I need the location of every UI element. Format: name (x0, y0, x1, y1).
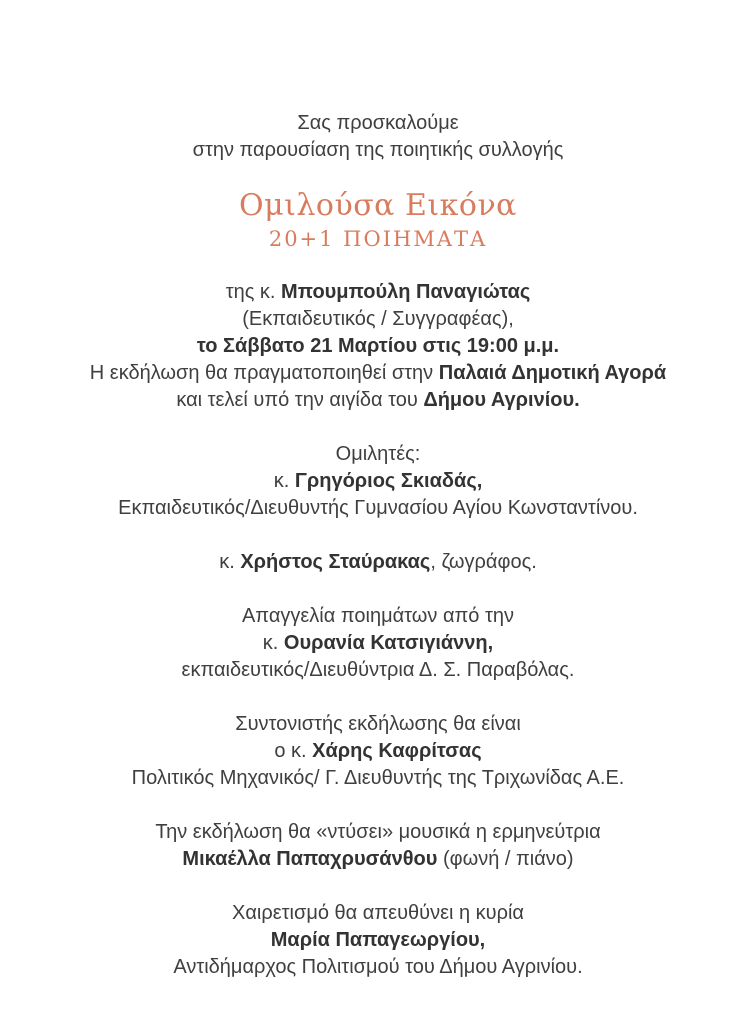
text-line (0, 819, 756, 846)
text-segment: κ. (273, 470, 295, 492)
text-line (0, 306, 756, 333)
text-segment: Χαιρετισμό θα απευθύνει η κυρία (232, 902, 524, 924)
text-segment: ο κ. (274, 740, 313, 762)
text-segment: Πολιτικός Μηχανικός/ Γ. Διευθυντής της Τριχωνίδας Α.Ε. (131, 767, 625, 789)
paragraph (0, 711, 756, 792)
text-line (0, 468, 756, 495)
emphasis-text: Παλαιά Δημοτική Αγορά (438, 362, 667, 384)
text-segment: Την εκδήλωση θα «ντύσει» μουσικά η ερμηνεύτρια (155, 821, 601, 843)
text-line (0, 954, 756, 981)
text-segment: και τελεί υπό την αιγίδα του (176, 389, 424, 411)
text-segment: Συντονιστής εκδήλωσης θα είναι (235, 713, 521, 735)
emphasis-text: Ουρανία Κατσιγιάννη, (283, 632, 494, 654)
text-line (0, 137, 756, 164)
text-line (0, 279, 756, 306)
text-line (0, 360, 756, 387)
text-line (0, 657, 756, 684)
text-line (0, 738, 756, 765)
text-segment: Αντιδήμαρχος Πολιτισμού του Δήμου Αγρινίου. (173, 956, 583, 978)
collection-subtitle: 20+1 ΠΟΙΗΜΑΤΑ (268, 227, 488, 251)
text-line (0, 387, 756, 414)
text-segment: Ομιλητές: (335, 443, 421, 465)
text-line (0, 549, 756, 576)
text-line (0, 441, 756, 468)
text-segment: Σας προσκαλούμε (297, 112, 459, 134)
text-line (0, 846, 756, 873)
emphasis-text: το Σάββατο 21 Μαρτίου στις 19:00 μ.μ. (196, 335, 560, 357)
paragraph (0, 603, 756, 684)
emphasis-text: Γρηγόριος Σκιαδάς, (294, 470, 483, 492)
intro-lines (0, 110, 756, 164)
text-segment: Απαγγελία ποιημάτων από την (241, 605, 515, 627)
paragraph (0, 279, 756, 414)
text-line (0, 765, 756, 792)
text-line (0, 110, 756, 137)
text-segment: κ. (262, 632, 284, 654)
text-line (0, 927, 756, 954)
paragraph (0, 549, 756, 576)
emphasis-text: Μικαέλλα Παπαχρυσάνθου (182, 848, 438, 870)
text-segment: Εκπαιδευτικός/Διευθυντής Γυμνασίου Αγίου Κωνσταντίνου. (118, 497, 638, 519)
text-line (0, 630, 756, 657)
text-segment: της κ. (225, 281, 282, 303)
emphasis-text: Χρήστος Σταύρακας (240, 551, 431, 573)
emphasis-text: Χάρης Καφρίτσας (312, 740, 482, 762)
text-segment: (φωνή / πιάνο) (437, 848, 574, 870)
paragraph (0, 441, 756, 522)
text-line (0, 495, 756, 522)
collection-title: Ομιλούσα Εικόνα (239, 188, 517, 223)
text-line (0, 711, 756, 738)
invitation-body (0, 279, 756, 981)
text-segment: κ. (219, 551, 241, 573)
paragraph (0, 819, 756, 873)
text-segment: Η εκδήλωση θα πραγματοποιηθεί στην (89, 362, 439, 384)
text-segment: (Εκπαιδευτικός / Συγγραφέας), (242, 308, 514, 330)
text-segment: στην παρουσίαση της ποιητικής συλλογής (192, 139, 564, 161)
text-line (0, 603, 756, 630)
emphasis-text: Μαρία Παπαγεωργίου, (270, 929, 486, 951)
emphasis-text: Μπουμπούλη Παναγιώτας (281, 281, 531, 303)
text-line (0, 333, 756, 360)
text-line (0, 900, 756, 927)
paragraph (0, 900, 756, 981)
text-segment: , ζωγράφος. (430, 551, 537, 573)
text-segment: εκπαιδευτικός/Διευθύντρια Δ. Σ. Παραβόλας. (181, 659, 575, 681)
emphasis-text: Δήμου Αγρινίου. (423, 389, 580, 411)
